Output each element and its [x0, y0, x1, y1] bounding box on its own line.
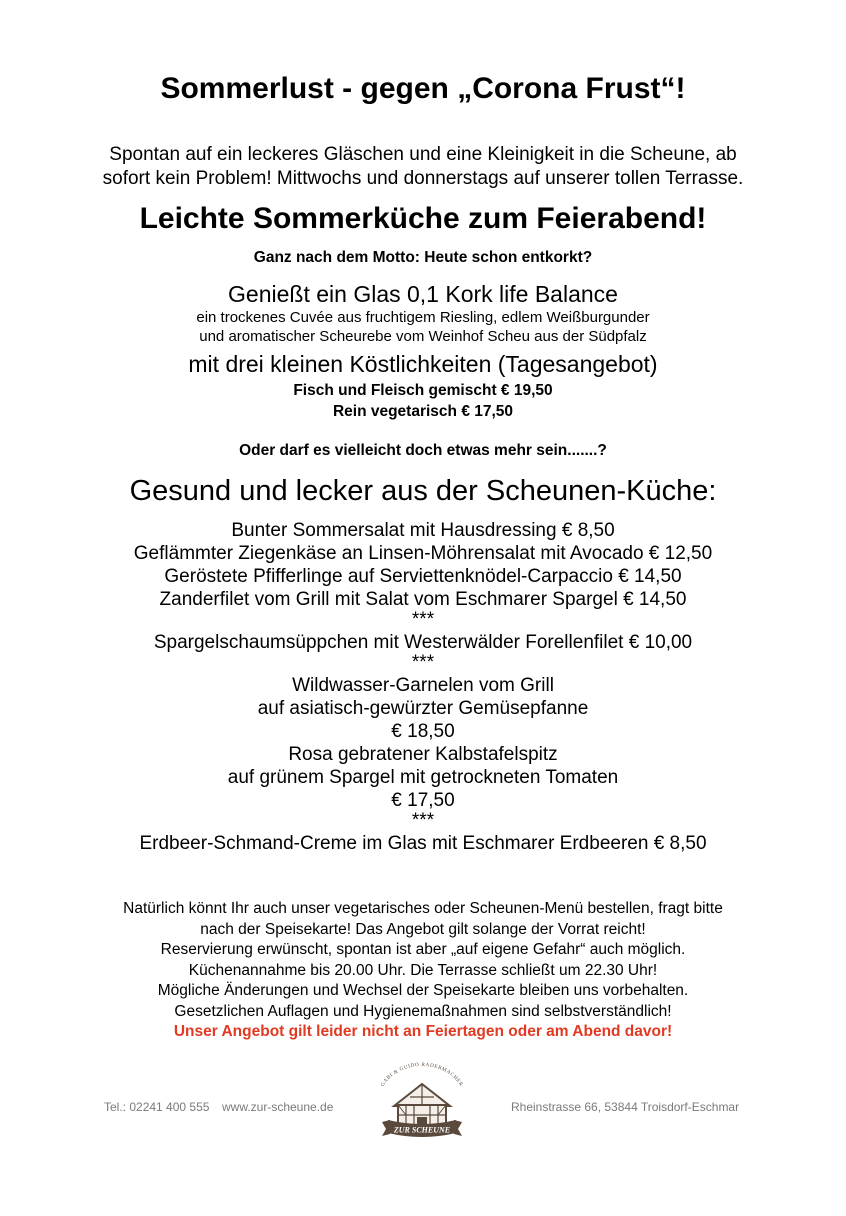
note-line: nach der Speisekarte! Das Angebot gilt solange der Vorrat reicht! [200, 920, 646, 938]
price-line: Rein vegetarisch € 17,50 [332, 403, 514, 420]
glass-offer-title: Genießt ein Glas 0,1 Kork life Balance [228, 281, 618, 307]
kitchen-title: Gesund und lecker aus der Scheunen-Küche: [129, 475, 717, 507]
footer-phone: Tel.: 02241 400 555 [104, 1100, 210, 1114]
note-line: Natürlich könnt Ihr auch unser vegetarisches oder Scheunen-Menü bestellen, fragt bitte [123, 900, 723, 917]
footer-address: Rheinstrasse 66, 53844 Troisdorf-Eschmar [511, 1100, 740, 1114]
menu-separator: *** [411, 652, 435, 673]
notes-block [40, 899, 806, 1043]
wine-description-line: ein trockenes Cuvée aus fruchtigem Riesling, edlem Weißburgunder [196, 309, 650, 326]
wine-description [0, 308, 846, 346]
menu-item: Zanderfilet vom Grill mit Salat vom Eschmarer Spargel € 14,50 [159, 589, 687, 610]
wine-description-line: und aromatischer Scheurebe vom Weinhof Scheu aus der Südpfalz [199, 328, 647, 345]
menu-separator: *** [411, 810, 435, 831]
menu-list [0, 519, 846, 855]
footer-website: www.zur-scheune.de [222, 1100, 334, 1114]
logo-arc-text: GABI & GUIDO RADERMACHER [379, 1062, 465, 1088]
menu-separator: *** [411, 609, 435, 630]
holiday-notice: Unser Angebot gilt leider nicht an Feiertagen oder am Abend davor! [173, 1023, 673, 1040]
menu-item: Erdbeer-Schmand-Creme im Glas mit Eschmarer Erdbeeren € 8,50 [139, 833, 707, 854]
note-line: Reservierung erwünscht, spontan ist aber „auf eigene Gefahr“ auch möglich. [160, 941, 686, 958]
logo-banner-text: ZUR SCHEUNE [393, 1125, 451, 1135]
menu-item: Bunter Sommersalat mit Hausdressing € 8,50 [231, 520, 615, 541]
menu-item: Geflämmter Ziegenkäse an Linsen-Möhrensalat mit Avocado € 12,50 [133, 543, 713, 564]
menu-item: auf asiatisch-gewürzter Gemüsepfanne [257, 698, 589, 719]
intro-line: Spontan auf ein leckeres Gläschen und eine Kleinigkeit in die Scheune, ab [109, 144, 737, 165]
menu-item: € 17,50 [391, 790, 455, 811]
footer [0, 1062, 846, 1142]
menu-item: € 18,50 [391, 721, 455, 742]
delicacies-line: mit drei kleinen Köstlichkeiten (Tagesangebot) [188, 351, 658, 377]
offer-prices [0, 380, 846, 422]
page-title: Sommerlust - gegen „Corona Frust“! [160, 72, 686, 105]
motto: Ganz nach dem Motto: Heute schon entkorkt? [253, 249, 593, 266]
more-question: Oder darf es vielleicht doch etwas mehr sein.......? [239, 442, 607, 459]
menu-item: Wildwasser-Garnelen vom Grill [292, 675, 554, 696]
headline: Leichte Sommerküche zum Feierabend! [139, 202, 707, 235]
menu-item: auf grünem Spargel mit getrockneten Tomaten [227, 767, 619, 788]
menu-item: Rosa gebratener Kalbstafelspitz [288, 744, 558, 765]
note-line: Mögliche Änderungen und Wechsel der Speisekarte bleiben uns vorbehalten. [157, 982, 689, 999]
note-line: Küchenannahme bis 20.00 Uhr. Die Terrasse schließt um 22.30 Uhr! [188, 961, 658, 979]
note-line: Gesetzlichen Auflagen und Hygienemaßnahmen sind selbstverständlich! [174, 1002, 672, 1020]
intro-line: sofort kein Problem! Mittwochs und donnerstags auf unserer tollen Terrasse. [102, 168, 744, 189]
zur-scheune-logo [366, 1062, 478, 1142]
price-line: Fisch und Fleisch gemischt € 19,50 [293, 382, 553, 399]
menu-item: Geröstete Pfifferlinge auf Serviettenknödel-Carpaccio € 14,50 [164, 566, 682, 587]
intro-text [60, 143, 786, 191]
menu-item: Spargelschaumsüppchen mit Westerwälder Forellenfilet € 10,00 [153, 632, 693, 653]
